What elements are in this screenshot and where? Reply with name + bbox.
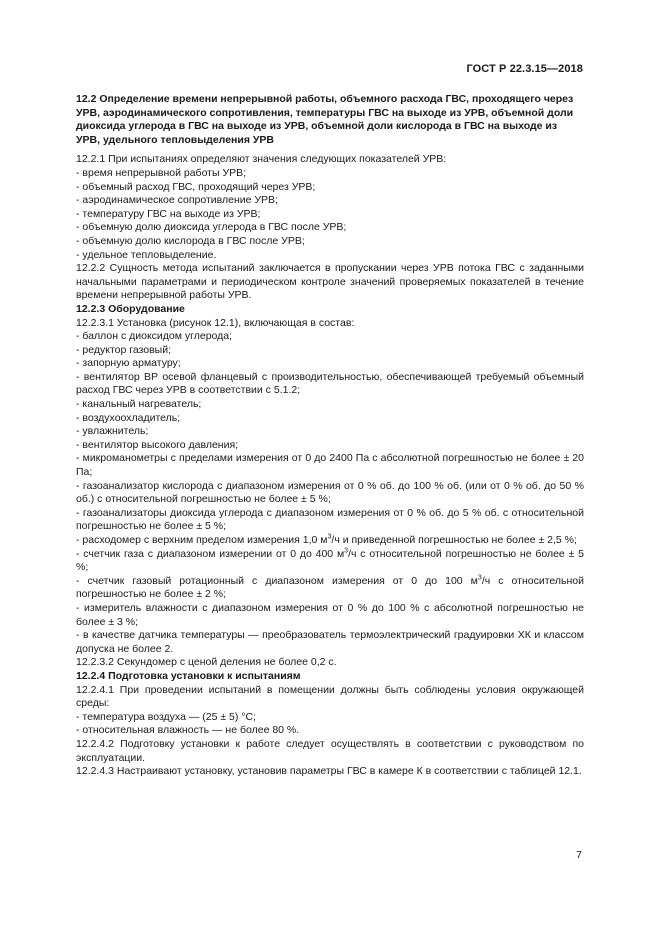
paragraph: 12.2.3.1 Установка (рисунок 12.1), включающая в состав: (76, 316, 355, 329)
text-fragment: - счетчик газовый ротационный с диапазоном измерения от 0 до 100 м (76, 574, 478, 587)
document-body (76, 93, 584, 779)
paragraph: 12.2.4.2 Подготовку установки к работе следует осуществлять в соответствии с руководством по эксплуатации. (76, 737, 584, 764)
list-item: - измеритель влажности с диапазоном измерения от 0 % до 100 % с абсолютной погрешностью не более ± 3 %; (76, 601, 584, 628)
list-item: - объемную долю диоксида углерода в ГВС после УРВ; (76, 221, 347, 234)
text-fragment: - расходомер с верхним пределом измерения 1,0 м (76, 534, 328, 546)
page-number: 7 (576, 849, 582, 861)
text-fragment: /ч с относительной погрешностью не более ± 5 %; (76, 547, 584, 574)
superscript: 3 (344, 547, 349, 555)
list-item: - вентилятор высокого давления; (76, 438, 239, 451)
paragraph: 12.2.4.3 Настраивают установку, установив параметры ГВС в камере К в соответствии с таблицей 12.1. (76, 765, 582, 778)
list-item: - газоанализаторы диоксида углерода с диапазоном измерения от 0 % об. до 5 % об. с относительной погрешностью не более ± 5 %; (76, 506, 584, 533)
list-item: - удельное тепловыделение. (76, 248, 217, 261)
subsection-heading: 12.2.4 Подготовка установки к испытаниям (76, 669, 301, 682)
list-item: - баллон с диоксидом углерода; (76, 330, 233, 343)
list-item: - микроманометры с пределами измерения от 0 до 2400 Па с абсолютной погрешностью не более ± 20 Па; (76, 452, 584, 479)
text-fragment: /ч с относительной погрешностью не более ± 2 %; (76, 574, 584, 601)
text-fragment: - счетчик газа с диапазоном измерении от 0 до 400 м (76, 547, 345, 560)
list-item: - вентилятор ВР осевой фланцевый с производительностью, обеспечивающей требуемый объемный расход ГВС через УРВ в соответствии с 5.1.2; (76, 370, 584, 397)
list-item: - температура воздуха — (25 ± 5) °С; (76, 710, 256, 723)
text-fragment: /ч и приведенной погрешностью не более ± 2,5 %; (331, 534, 577, 546)
list-item: - температуру ГВС на выходе из УРВ; (76, 207, 261, 220)
superscript: 3 (327, 533, 332, 541)
list-item: - канальный нагреватель; (76, 398, 202, 411)
list-item: - в качестве датчика температуры — преобразователь термоэлектрический градуировки ХК и классом допуска не более 2. (76, 629, 584, 655)
list-item: - увлажнитель; (76, 425, 149, 438)
subsection-heading: 12.2.3 Оборудование (76, 302, 185, 315)
list-item (76, 548, 584, 575)
paragraph: 12.2.3.2 Секундомер с ценой деления не более 0,2 с. (76, 656, 337, 669)
section-title: 12.2 Определение времени непрерывной работы, объемного расхода ГВС, проходящего через УРВ, аэродинамического сопротивления, температуры ГВС на выходе из УРВ, объемной доли диоксида углерода в ГВС на выходе из УРВ, объемной доли кислорода в ГВС на выходе из УРВ, удельного тепловыделения УРВ (76, 93, 574, 146)
list-item: - редуктор газовый; (76, 343, 172, 356)
list-item: - время непрерывной работы УРВ; (76, 166, 247, 179)
paragraph: 12.2.2 Сущность метода испытаний заключается в пропускании через УРВ потока ГВС с заданными начальными параметрами и периодическом контроле значений проверяемых показателей в течение времени непрерывной работы УРВ. (76, 262, 584, 302)
list-item: - запорную арматуру; (76, 357, 181, 370)
list-item: - аэродинамическое сопротивление УРВ; (76, 194, 278, 207)
document-code: ГОСТ Р 22.3.15—2018 (466, 63, 583, 75)
list-item: - газоанализатор кислорода с диапазоном измерения от 0 % об. до 100 % об. (или от 0 % об. до 50 % об.) с относительной погрешностью не более ± 5 %; (76, 479, 584, 506)
list-item: - объемный расход ГВС, проходящий через УРВ; (76, 180, 316, 193)
list-item: - относительная влажность — не более 80 %. (76, 724, 300, 737)
list-item (76, 575, 584, 602)
list-item: - воздухоохладитель; (76, 411, 181, 424)
superscript: 3 (477, 574, 482, 582)
paragraph: 12.2.4.1 При проведении испытаний в помещении должны быть соблюдены условия окружающей среды: (76, 683, 584, 710)
paragraph: 12.2.1 При испытаниях определяют значения следующих показателей УРВ: (76, 153, 447, 166)
list-item (76, 534, 584, 548)
list-item: - объемную долю кислорода в ГВС после УРВ; (76, 234, 305, 247)
